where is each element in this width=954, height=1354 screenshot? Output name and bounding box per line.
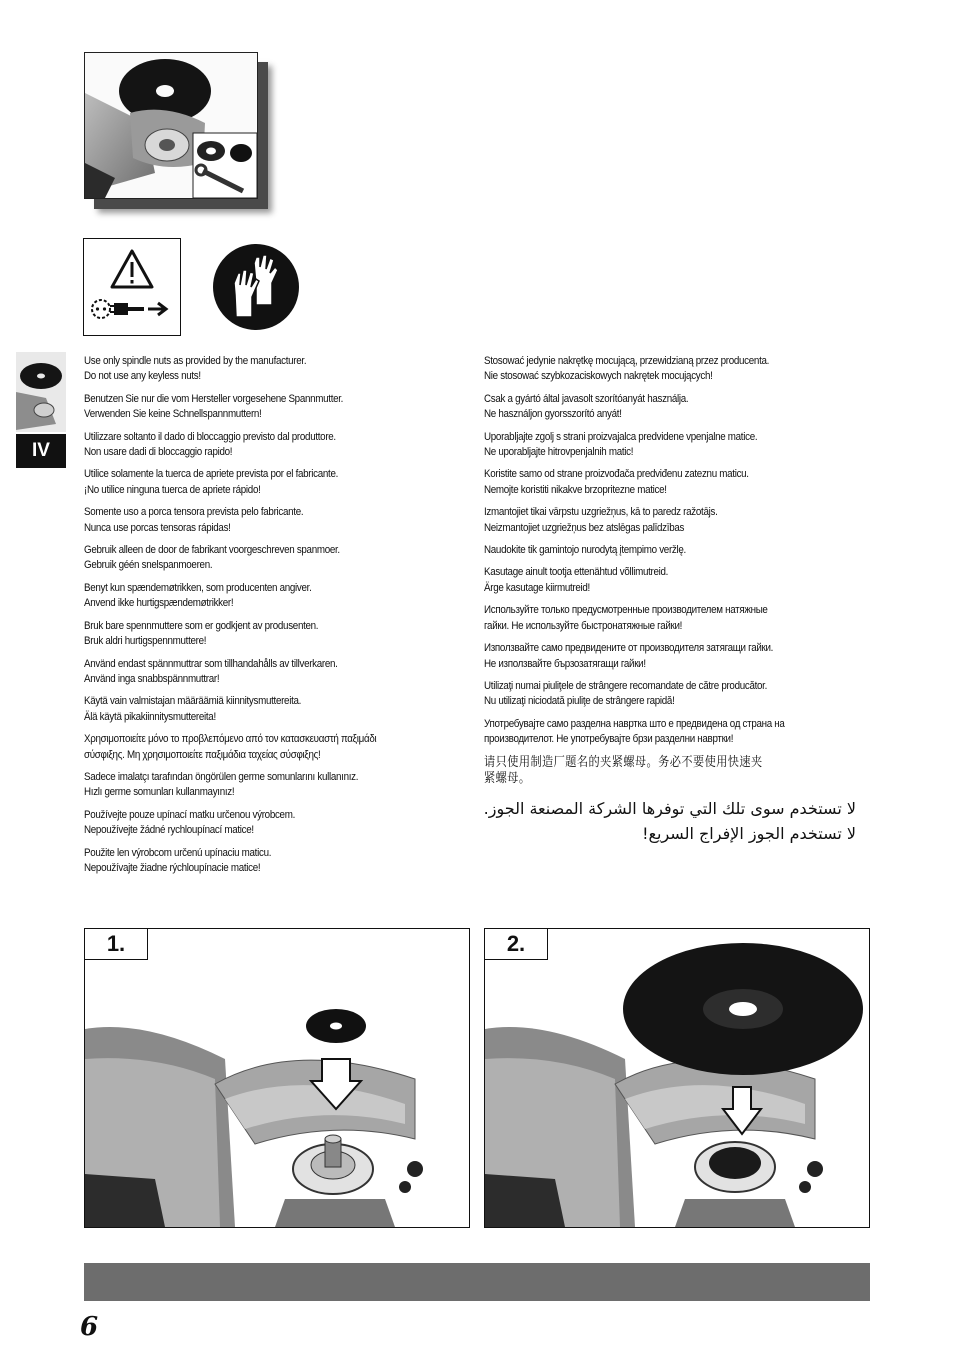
instruction-paragraph bbox=[84, 694, 462, 725]
instruction-paragraph bbox=[84, 354, 462, 385]
instruction-arabic-line: لا تستخدم الجوز الإفراج السريع! bbox=[642, 824, 856, 843]
step-1-label: 1. bbox=[85, 929, 148, 960]
warning-triangle-icon bbox=[84, 239, 180, 335]
instruction-line: гайки. Не используйте быстронатяжные гайки! bbox=[484, 619, 683, 632]
instruction-line: производителот. Не употребувајте брзи разделни навртки! bbox=[484, 733, 734, 746]
instruction-paragraph bbox=[484, 430, 862, 461]
chapter-tab bbox=[16, 352, 66, 468]
instruction-paragraph bbox=[84, 732, 462, 763]
instruction-line: Bruk bare spennmuttere som er godkjent av produsenten. bbox=[84, 619, 319, 632]
instruction-paragraph bbox=[84, 505, 462, 536]
instruction-line: Hızlı germe somunları kullanmayınız! bbox=[84, 786, 235, 799]
instruction-line: Koristite samo od strane proizvođača predviđenu zateznu maticu. bbox=[484, 468, 749, 481]
instruction-line: Ärge kasutage kiirmutreid! bbox=[484, 581, 590, 594]
instruction-line: Sadece imalatçı tarafından öngörülen germe somunlarını kullanınız. bbox=[84, 770, 359, 783]
instruction-line: Gebruik géén snelspanmoeren. bbox=[84, 559, 213, 572]
instruction-paragraph bbox=[484, 467, 862, 498]
instruction-line: Anvend ikke hurtigspændemøtrikker! bbox=[84, 597, 234, 610]
instruction-paragraph bbox=[84, 657, 462, 688]
instruction-line: Benutzen Sie nur die vom Hersteller vorgesehene Spannmutter. bbox=[84, 392, 344, 405]
instruction-line: Använd endast spännmuttrar som tillhandahålls av tillverkaren. bbox=[84, 657, 338, 670]
chapter-thumbnail bbox=[16, 352, 66, 432]
instruction-paragraph bbox=[84, 430, 462, 461]
instruction-line: σύσφιξης. Μη χρησιμοποιείτε παξιμάδια ταχείας σύσφιξης! bbox=[84, 748, 321, 761]
instruction-line: Älä käytä pikakiinnitysmuttereita! bbox=[84, 710, 216, 723]
instruction-line: Verwenden Sie keine Schnellspannmuttern! bbox=[84, 408, 262, 421]
instruction-paragraph bbox=[484, 543, 862, 558]
instruction-paragraph bbox=[84, 543, 462, 574]
instruction-paragraph bbox=[484, 603, 862, 634]
instruction-line: Nepoužívejte žádné rychloupínací matice! bbox=[84, 824, 254, 837]
instruction-line: Somente uso a porca tensora prevista pelo fabricante. bbox=[84, 506, 304, 519]
instruction-line: Använd inga snabbspännmuttrar! bbox=[84, 672, 220, 685]
instruction-line: Nie stosować szybkozaciskowych nakrętek mocujących! bbox=[484, 370, 713, 383]
page-number: 6 bbox=[80, 1312, 99, 1342]
instruction-line: Použite len výrobcom určenú upínaciu maticu. bbox=[84, 846, 272, 859]
instruction-paragraph bbox=[84, 392, 462, 423]
instruction-paragraph-chinese bbox=[484, 755, 862, 788]
gloves-symbol bbox=[212, 243, 300, 331]
warning-unplug-symbol bbox=[83, 238, 181, 336]
instruction-arabic bbox=[478, 796, 856, 846]
product-illustration bbox=[84, 52, 258, 199]
instruction-line: Uporabljajte zgolj s strani proizvajalca predvidene vpenjalne matice. bbox=[484, 430, 758, 443]
instruction-line: Используйте только предусмотренные производителем натяжные bbox=[484, 604, 768, 617]
instruction-line: ¡No utilice ninguna tuerca de apriete rápido! bbox=[84, 483, 261, 496]
instruction-line: Nepoužívajte žiadne rýchloupínacie matice! bbox=[84, 861, 261, 874]
chapter-label: IV bbox=[16, 434, 66, 468]
instruction-line: Csak a gyártó által javasolt szorítóanyát használja. bbox=[484, 392, 689, 405]
instruction-line: Не използвайте бързозатягащи гайки! bbox=[484, 657, 646, 670]
instruction-line: Käytä vain valmistajan määräämiä kiinnitysmuttereita. bbox=[84, 695, 302, 708]
instruction-paragraph bbox=[84, 846, 462, 877]
instruction-line: Utilizaţi numai piuliţele de strângere recomandate de către producător. bbox=[484, 679, 768, 692]
instruction-line: Stosować jedynie nakrętkę mocującą, przewidzianą przez producenta. bbox=[484, 355, 770, 367]
instruction-line: Naudokite tik gamintojo nurodytą įtempimo veržlę. bbox=[484, 544, 686, 557]
instruction-line: Nemojte koristiti nikakve brzopritezne matice! bbox=[484, 483, 667, 496]
instruction-arabic-line: لا تستخدم سوى تلك التي توفرها الشركة المصنعة الجوز. bbox=[483, 799, 856, 818]
instruction-paragraph bbox=[484, 717, 862, 748]
instruction-line: Nu utilizaţi niciodată piuliţe de strângere rapidă! bbox=[484, 695, 675, 708]
instruction-paragraph bbox=[484, 392, 862, 423]
instruction-paragraph bbox=[84, 467, 462, 498]
instructions-left-column bbox=[84, 354, 462, 883]
instruction-line: Ne uporabljajte hitrovpenjalnih matic! bbox=[484, 446, 634, 459]
instruction-line: Gebruik alleen de door de fabrikant voorgeschreven spanmoer. bbox=[84, 544, 340, 557]
protective-gloves-icon bbox=[212, 243, 300, 331]
instructions-right-column bbox=[484, 354, 862, 795]
step-1-figure bbox=[84, 928, 470, 1228]
instruction-line: Neizmantojiet uzgriežņus bez atslēgas palīdzības bbox=[484, 521, 685, 534]
instruction-line: Benyt kun spændemøtrikken, som producenten angiver. bbox=[84, 581, 312, 594]
instruction-line: 紧螺母。 bbox=[484, 771, 531, 787]
instruction-paragraph bbox=[484, 565, 862, 596]
instruction-line: Izmantojiet tikai vārpstu uzgriežņus, kā to paredz ražotājs. bbox=[484, 506, 718, 519]
step-2-label: 2. bbox=[485, 929, 548, 960]
instruction-paragraph bbox=[84, 619, 462, 650]
instruction-line: Use only spindle nuts as provided by the manufacturer. bbox=[84, 355, 307, 367]
instruction-line: Χρησιμοποιείτε μόνο το προβλεπόμενο από τον κατασκευαστή παξιμάδι bbox=[84, 733, 377, 746]
instruction-line: Kasutage ainult tootja ettenähtud võllimutreid. bbox=[484, 566, 669, 579]
instruction-paragraph bbox=[484, 354, 862, 385]
footer-bar bbox=[84, 1263, 870, 1301]
instruction-line: Ne használjon gyorsszorító anyát! bbox=[484, 408, 622, 421]
instruction-paragraph bbox=[84, 581, 462, 612]
instruction-paragraph bbox=[84, 770, 462, 801]
instruction-paragraph bbox=[484, 641, 862, 672]
instruction-line: Do not use any keyless nuts! bbox=[84, 370, 201, 383]
instruction-paragraph bbox=[484, 505, 862, 536]
instruction-line: Utilizzare soltanto il dado di bloccaggio previsto dal produttore. bbox=[84, 430, 336, 443]
instruction-line: Nunca use porcas tensoras rápidas! bbox=[84, 521, 231, 534]
instruction-line: Utilice solamente la tuerca de apriete prevista por el fabricante. bbox=[84, 468, 339, 481]
instruction-line: Non usare dadi di bloccaggio rapido! bbox=[84, 446, 233, 459]
instruction-line: Използвайте само предвидените от производителя затягащи гайки. bbox=[484, 642, 774, 655]
instruction-line: Používejte pouze upínací matku určenou výrobcem. bbox=[84, 808, 295, 821]
step-2-figure bbox=[484, 928, 870, 1228]
instruction-line: Употребувајте само разделна навртка што е предвидена од страна на bbox=[484, 717, 785, 730]
instruction-line: Bruk aldri hurtigspennmuttere! bbox=[84, 635, 207, 648]
instruction-line: 请只使用制造厂题名的夹紧螺母。务必不要使用快速夹 bbox=[484, 754, 763, 770]
instruction-paragraph bbox=[84, 808, 462, 839]
instruction-paragraph bbox=[484, 679, 862, 710]
